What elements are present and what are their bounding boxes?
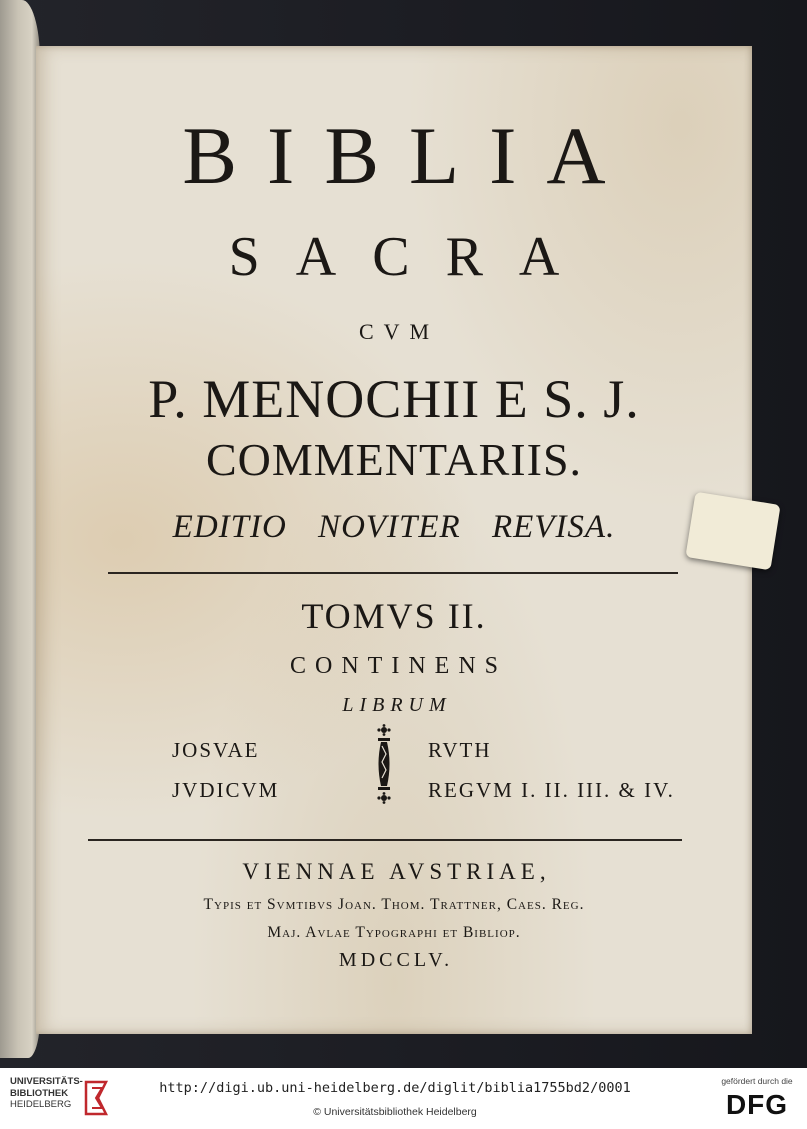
title-cum: CVM [358, 319, 440, 344]
volume-number: TOMVS II. [301, 596, 487, 636]
facing-page-edge [0, 0, 40, 1058]
imprint-printer: Typis et Svmtibvs Joan. Thom. Trattner, Caes. Reg. [203, 896, 585, 913]
divider-rule-top [108, 572, 678, 574]
ornament-column-icon [372, 724, 396, 804]
page-tab-marker [685, 492, 780, 571]
funded-by-label: gefördert durch die [721, 1076, 793, 1086]
footer-bar [0, 1068, 807, 1129]
edition-statement: EDITIO NOVITER REVISA. [172, 509, 616, 545]
books-list-left [172, 730, 372, 810]
permalink-url[interactable]: http://digi.ub.uni-heidelberg.de/diglit/biblia1755bd2/0001 [159, 1080, 631, 1096]
library-logo-text: UNIVERSITÄTS- BIBLIOTHEK HEIDELBERG [10, 1076, 83, 1110]
title-biblia: BIBLIA [182, 110, 636, 201]
copyright-notice: © Universitätsbibliothek Heidelberg [313, 1106, 477, 1118]
dfg-logo: DFG [725, 1089, 789, 1120]
books-list-right [428, 730, 728, 810]
continens-label: CONTINENS [290, 653, 507, 679]
imprint-printer-title: Maj. Avlae Typographi et Bibliop. [267, 924, 521, 941]
title-page [36, 46, 752, 1034]
librum-label: LIBRUM [342, 694, 452, 716]
imprint-year: MDCCLV. [338, 949, 454, 971]
title-author: P. MENOCHII E S. J. [148, 369, 640, 429]
imprint-place: VIENNAE AVSTRIAE, [242, 859, 551, 884]
book-judicum: JVDICVM [172, 778, 280, 802]
library-logo-icon [84, 1078, 112, 1118]
title-commentariis: COMMENTARIIS. [205, 434, 583, 485]
book-josue: JOSVAE [172, 738, 260, 762]
book-ruth: RVTH [428, 738, 492, 762]
title-sacra: SACRA [228, 226, 596, 288]
divider-rule-bottom [88, 839, 682, 841]
book-regum: REGVM I. II. III. & IV. [428, 778, 675, 802]
